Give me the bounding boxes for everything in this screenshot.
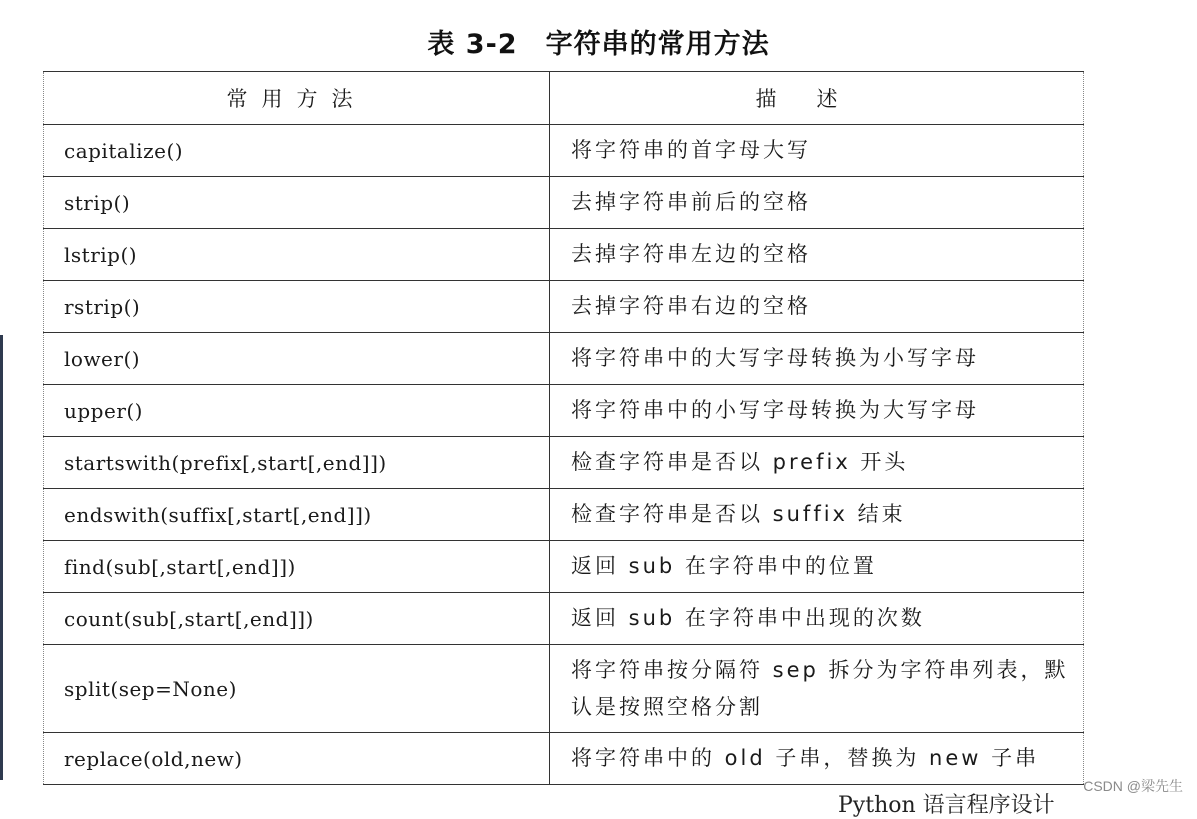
table-row bbox=[44, 645, 1084, 733]
csdn-watermark: CSDN @梁先生 bbox=[1083, 778, 1183, 794]
caption-title: 字符串的常用方法 bbox=[545, 29, 770, 60]
table-row bbox=[44, 541, 1084, 593]
table-row bbox=[44, 281, 1084, 333]
header-description: 描述 bbox=[550, 72, 1084, 125]
table-row bbox=[44, 593, 1084, 645]
left-edge-bar bbox=[0, 335, 3, 780]
method-cell: rstrip() bbox=[44, 281, 550, 333]
description-cell: 返回 sub 在字符串中的位置 bbox=[550, 541, 1084, 593]
description-cell: 去掉字符串右边的空格 bbox=[550, 281, 1084, 333]
method-cell: strip() bbox=[44, 177, 550, 229]
table-row bbox=[44, 385, 1084, 437]
description-cell: 返回 sub 在字符串中出现的次数 bbox=[550, 593, 1084, 645]
footer-book-title: Python 语言程序设计 bbox=[838, 793, 1055, 818]
description-cell: 将字符串中的小写字母转换为大写字母 bbox=[550, 385, 1084, 437]
table-row bbox=[44, 437, 1084, 489]
description-cell: 将字符串中的大写字母转换为小写字母 bbox=[550, 333, 1084, 385]
method-cell: upper() bbox=[44, 385, 550, 437]
method-cell: endswith(suffix[,start[,end]]) bbox=[44, 489, 550, 541]
description-cell: 检查字符串是否以 prefix 开头 bbox=[550, 437, 1084, 489]
method-cell: replace(old,new) bbox=[44, 733, 550, 785]
table-header-row bbox=[44, 72, 1084, 125]
table-row bbox=[44, 733, 1084, 785]
description-cell: 去掉字符串前后的空格 bbox=[550, 177, 1084, 229]
description-cell: 将字符串按分隔符 sep 拆分为字符串列表，默认是按照空格分割 bbox=[550, 645, 1084, 733]
header-method: 常用方法 bbox=[44, 72, 550, 125]
table-row bbox=[44, 333, 1084, 385]
method-cell: count(sub[,start[,end]]) bbox=[44, 593, 550, 645]
table-row bbox=[44, 489, 1084, 541]
method-cell: lstrip() bbox=[44, 229, 550, 281]
description-cell: 检查字符串是否以 suffix 结束 bbox=[550, 489, 1084, 541]
description-cell: 将字符串中的 old 子串，替换为 new 子串 bbox=[550, 733, 1084, 785]
table-row bbox=[44, 177, 1084, 229]
caption-label: 表 3-2 bbox=[427, 29, 518, 60]
description-cell: 去掉字符串左边的空格 bbox=[550, 229, 1084, 281]
table-row bbox=[44, 229, 1084, 281]
table-row bbox=[44, 125, 1084, 177]
method-cell: lower() bbox=[44, 333, 550, 385]
description-cell: 将字符串的首字母大写 bbox=[550, 125, 1084, 177]
method-cell: startswith(prefix[,start[,end]]) bbox=[44, 437, 550, 489]
table-caption bbox=[0, 22, 1197, 61]
string-methods-table bbox=[43, 71, 1084, 785]
method-cell: split(sep=None) bbox=[44, 645, 550, 733]
method-cell: find(sub[,start[,end]]) bbox=[44, 541, 550, 593]
method-cell: capitalize() bbox=[44, 125, 550, 177]
